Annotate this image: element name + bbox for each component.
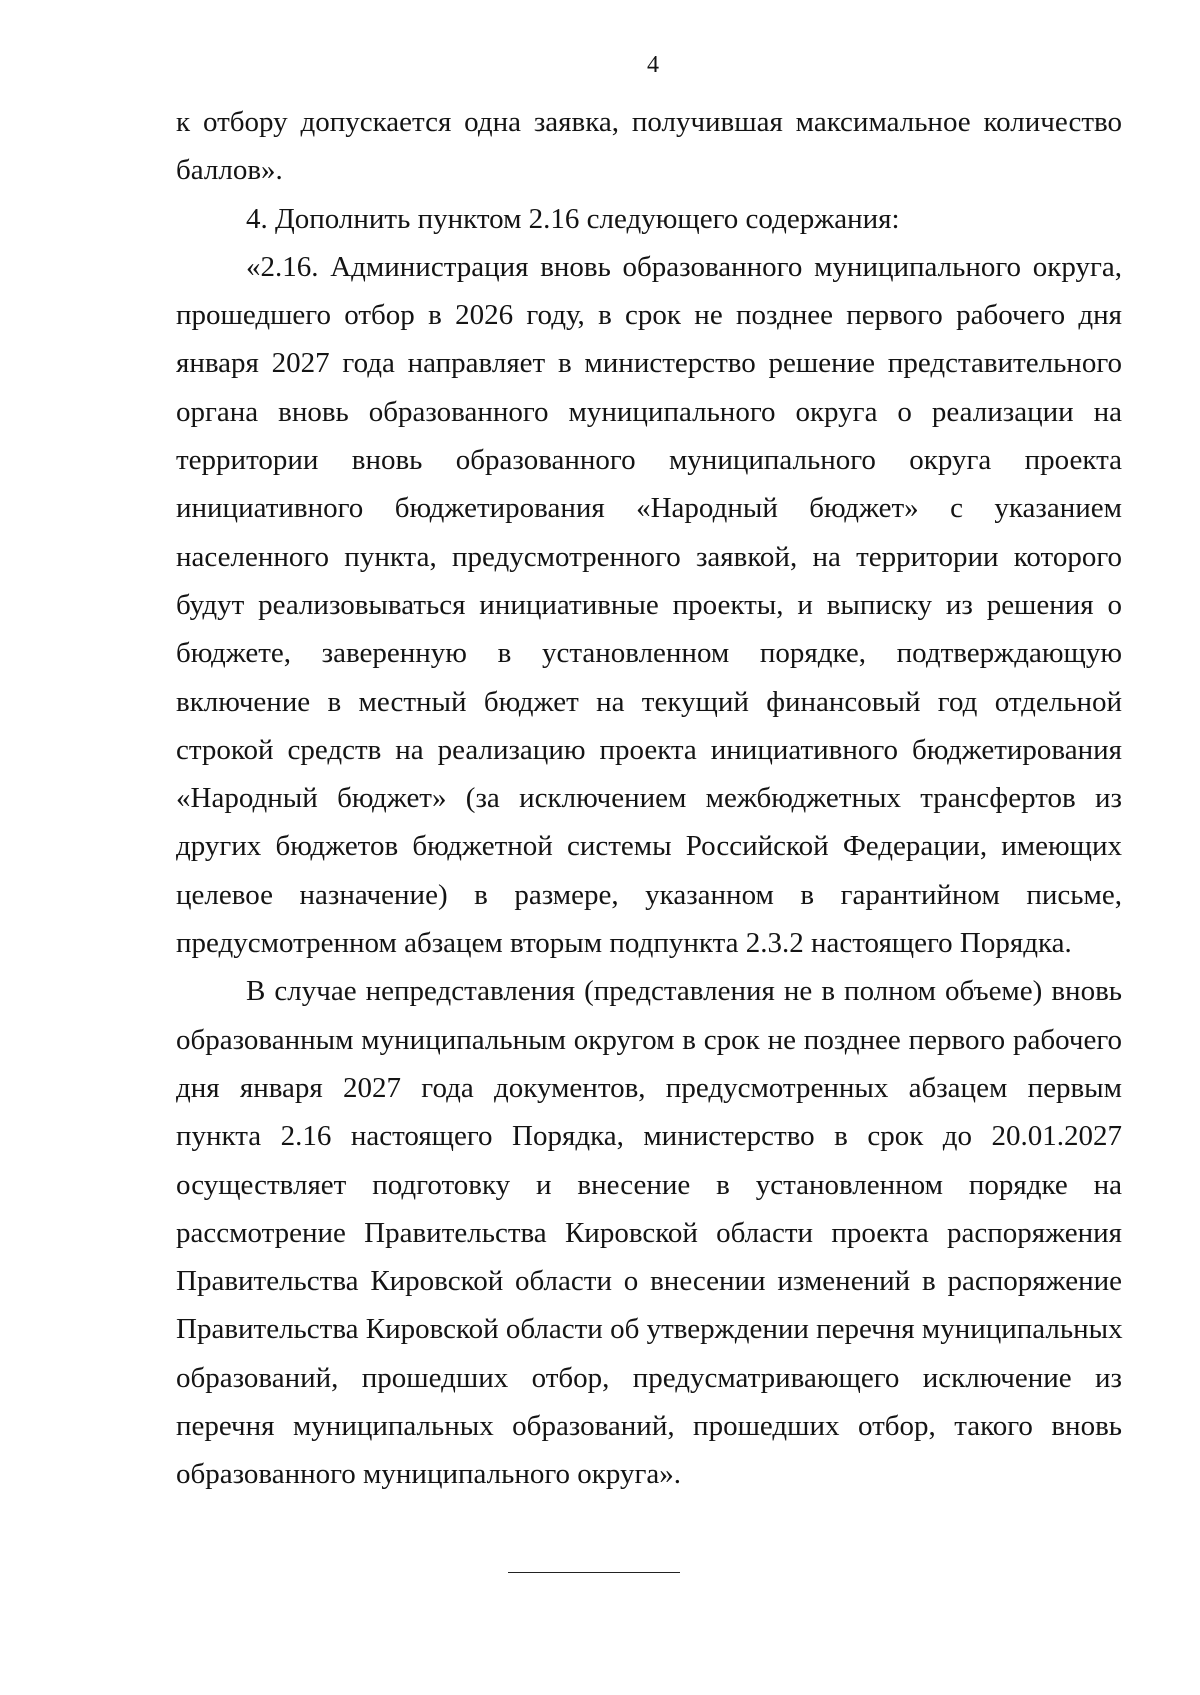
paragraph-4-line-2: образованным муниципальным округом в срок не позднее первого рабочего	[176, 1023, 1122, 1056]
paragraph-1-line-1: к отбору допускается одна заявка, получившая максимальное количество	[176, 106, 1122, 138]
paragraph-3-line-12: «Народный бюджет» (за исключением межбюджетных трансфертов из	[176, 782, 1122, 815]
paragraph-3-line-13: других бюджетов бюджетной системы Российской Федерации, имеющих	[176, 830, 1122, 863]
paragraph-3-line-3: января 2027 года направляет в министерство решение представительного	[176, 347, 1122, 380]
end-separator-line	[508, 1572, 680, 1573]
paragraph-3-line-14: целевое назначение) в размере, указанном в гарантийном письме,	[176, 878, 1122, 911]
paragraph-1-line-2: баллов».	[176, 154, 283, 187]
paragraph-3-line-1: «2.16. Администрация вновь образованного муниципального округа,	[246, 250, 1122, 283]
paragraph-3-line-11: строкой средств на реализацию проекта инициативного бюджетирования	[176, 733, 1122, 766]
paragraph-3-line-8: будут реализовываться инициативные проекты, и выписку из решения о	[176, 588, 1122, 621]
paragraph-3-line-15: предусмотренном абзацем вторым подпункта 2.3.2 настоящего Порядка.	[176, 927, 1072, 960]
paragraph-4-line-9: образований, прошедших отбор, предусматривающего исключение из	[176, 1361, 1122, 1394]
paragraph-3-line-6: инициативного бюджетирования «Народный бюджет» с указанием	[176, 492, 1122, 525]
paragraph-3-line-5: территории вновь образованного муниципального округа проекта	[176, 444, 1122, 477]
paragraph-4-line-5: осуществляет подготовку и внесение в установленном порядке на	[176, 1168, 1122, 1201]
paragraph-4-line-7: Правительства Кировской области о внесении изменений в распоряжение	[176, 1265, 1122, 1298]
document-body	[176, 98, 1122, 1499]
paragraph-4-line-10: перечня муниципальных образований, прошедших отбор, такого вновь	[176, 1410, 1122, 1443]
paragraph-4-line-6: рассмотрение Правительства Кировской области проекта распоряжения	[176, 1216, 1122, 1249]
paragraph-3-line-2: прошедшего отбор в 2026 году, в срок не позднее первого рабочего дня	[176, 299, 1122, 332]
paragraph-4-line-11: образованного муниципального округа».	[176, 1458, 681, 1491]
paragraph-4-line-1: В случае непредставления (представления не в полном объеме) вновь	[246, 975, 1122, 1008]
paragraph-4-line-4: пункта 2.16 настоящего Порядка, министерство в срок до 20.01.2027	[176, 1120, 1122, 1153]
paragraph-4-line-8: Правительства Кировской области об утверждении перечня муниципальных	[176, 1313, 1123, 1346]
paragraph-3-line-10: включение в местный бюджет на текущий финансовый год отдельной	[176, 685, 1122, 718]
paragraph-4-line-3: дня января 2027 года документов, предусмотренных абзацем первым	[176, 1071, 1122, 1104]
page-number: 4	[647, 52, 659, 78]
paragraph-3-line-7: населенного пункта, предусмотренного заявкой, на территории которого	[176, 540, 1122, 573]
paragraph-3-line-4: органа вновь образованного муниципального округа о реализации на	[176, 395, 1122, 428]
paragraph-2-line-1: 4. Дополнить пунктом 2.16 следующего содержания:	[246, 202, 900, 235]
paragraph-3-line-9: бюджете, заверенную в установленном порядке, подтверждающую	[176, 637, 1122, 670]
